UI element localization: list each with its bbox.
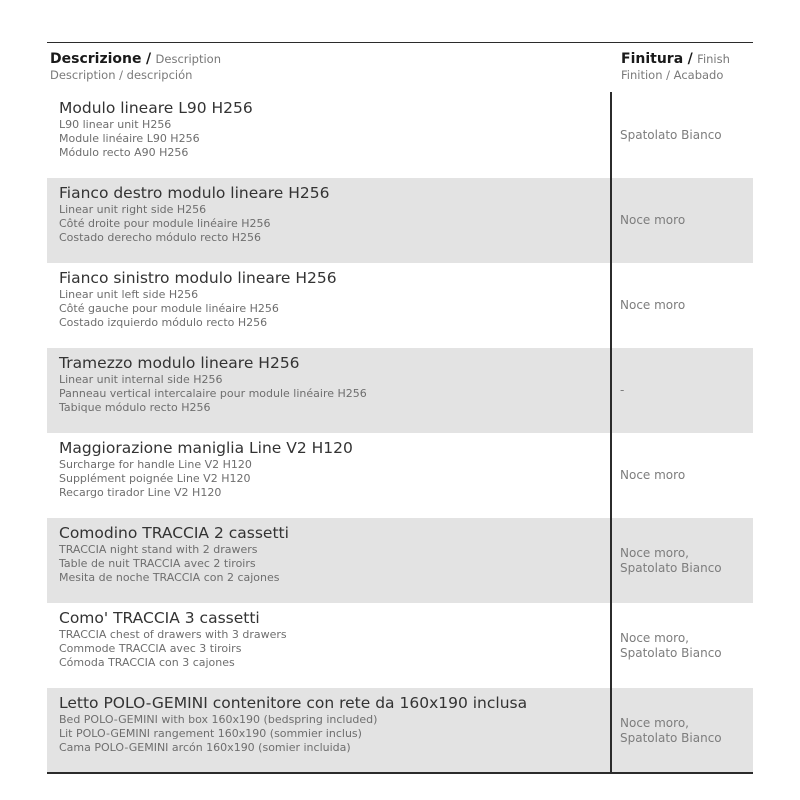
row-english: Linear unit internal side H256 bbox=[59, 373, 223, 386]
row-description bbox=[59, 694, 527, 755]
row-french: Panneau vertical intercalaire pour module linéaire H256 bbox=[59, 387, 367, 400]
row-spanish: Costado derecho módulo recto H256 bbox=[59, 231, 262, 244]
row-spanish: Costado izquierdo módulo recto H256 bbox=[59, 316, 268, 329]
row-title: Letto POLO-GEMINI contenitore con rete da 160x190 inclusa bbox=[59, 694, 528, 712]
table-row bbox=[47, 433, 753, 518]
row-description bbox=[59, 99, 253, 160]
row-finish bbox=[620, 688, 750, 773]
row-english: Bed POLO-GEMINI with box 160x190 (bedspring included) bbox=[59, 713, 378, 726]
description-header-slash: / bbox=[145, 51, 152, 67]
row-spanish: Recargo tirador Line V2 H120 bbox=[59, 486, 222, 499]
row-finish bbox=[620, 178, 750, 263]
table-row bbox=[47, 178, 753, 263]
row-title: Tramezzo modulo lineare H256 bbox=[59, 354, 300, 372]
table-row bbox=[47, 93, 753, 178]
row-french: Lit POLO-GEMINI rangement 160x190 (sommier inclus) bbox=[59, 727, 362, 740]
row-finish bbox=[620, 93, 750, 178]
row-french: Côté droite pour module linéaire H256 bbox=[59, 217, 271, 230]
row-finish-text: Spatolato Bianco bbox=[620, 128, 722, 142]
row-description bbox=[59, 269, 337, 330]
table-row bbox=[47, 688, 753, 773]
description-header bbox=[50, 51, 221, 82]
finish-header-en: Finish bbox=[697, 52, 730, 66]
row-english: Linear unit left side H256 bbox=[59, 288, 199, 301]
row-description bbox=[59, 609, 287, 670]
row-spanish: Módulo recto A90 H256 bbox=[59, 146, 189, 159]
row-french: Module linéaire L90 H256 bbox=[59, 132, 200, 145]
row-title: Maggiorazione maniglia Line V2 H120 bbox=[59, 439, 353, 457]
row-english: Surcharge for handle Line V2 H120 bbox=[59, 458, 252, 471]
row-description bbox=[59, 354, 367, 415]
table-row bbox=[47, 348, 753, 433]
row-finish-text: Noce moro, Spatolato Bianco bbox=[620, 630, 722, 660]
row-description bbox=[59, 439, 353, 500]
row-english: Linear unit right side H256 bbox=[59, 203, 207, 216]
row-french: Table de nuit TRACCIA avec 2 tiroirs bbox=[59, 557, 256, 570]
table-row bbox=[47, 263, 753, 348]
row-spanish: Tabique módulo recto H256 bbox=[59, 401, 211, 414]
table-row bbox=[47, 518, 753, 603]
row-finish bbox=[620, 433, 750, 518]
description-header-sub: Description / descripción bbox=[50, 68, 193, 82]
row-french: Commode TRACCIA avec 3 tiroirs bbox=[59, 642, 242, 655]
row-finish-text: Noce moro bbox=[620, 213, 686, 227]
description-header-en: Description bbox=[155, 52, 222, 66]
row-title: Fianco destro modulo lineare H256 bbox=[59, 184, 330, 202]
row-finish-text: Noce moro bbox=[620, 468, 686, 482]
row-title: Modulo lineare L90 H256 bbox=[59, 99, 253, 117]
table-header bbox=[47, 42, 753, 93]
row-french: Supplément poignée Line V2 H120 bbox=[59, 472, 251, 485]
row-description bbox=[59, 524, 289, 585]
row-finish-text: Noce moro, Spatolato Bianco bbox=[620, 545, 722, 575]
table-bottom-rule bbox=[47, 772, 753, 774]
finish-header bbox=[621, 51, 730, 82]
row-finish bbox=[620, 348, 750, 433]
row-french: Côté gauche pour module linéaire H256 bbox=[59, 302, 279, 315]
column-divider bbox=[610, 92, 612, 772]
row-english: TRACCIA chest of drawers with 3 drawers bbox=[59, 628, 287, 641]
row-finish-text: - bbox=[620, 383, 625, 397]
row-english: L90 linear unit H256 bbox=[59, 118, 172, 131]
row-finish bbox=[620, 263, 750, 348]
row-title: Como' TRACCIA 3 cassetti bbox=[59, 609, 260, 627]
table-body bbox=[47, 93, 753, 773]
product-table bbox=[47, 42, 753, 773]
row-finish-text: Noce moro bbox=[620, 298, 686, 312]
row-english: TRACCIA night stand with 2 drawers bbox=[59, 543, 258, 556]
row-finish bbox=[620, 603, 750, 688]
finish-header-sub: Finition / Acabado bbox=[621, 68, 724, 82]
row-title: Fianco sinistro modulo lineare H256 bbox=[59, 269, 337, 287]
row-spanish: Mesita de noche TRACCIA con 2 cajones bbox=[59, 571, 280, 584]
row-description bbox=[59, 184, 330, 245]
row-finish-text: Noce moro, Spatolato Bianco bbox=[620, 715, 722, 745]
row-title: Comodino TRACCIA 2 cassetti bbox=[59, 524, 289, 542]
row-finish bbox=[620, 518, 750, 603]
description-header-label: Descrizione bbox=[50, 51, 142, 67]
finish-header-label: Finitura bbox=[621, 51, 684, 67]
row-spanish: Cómoda TRACCIA con 3 cajones bbox=[59, 656, 235, 669]
table-row bbox=[47, 603, 753, 688]
finish-header-slash: / bbox=[687, 51, 693, 67]
row-spanish: Cama POLO-GEMINI arcón 160x190 (somier incluida) bbox=[59, 741, 351, 754]
